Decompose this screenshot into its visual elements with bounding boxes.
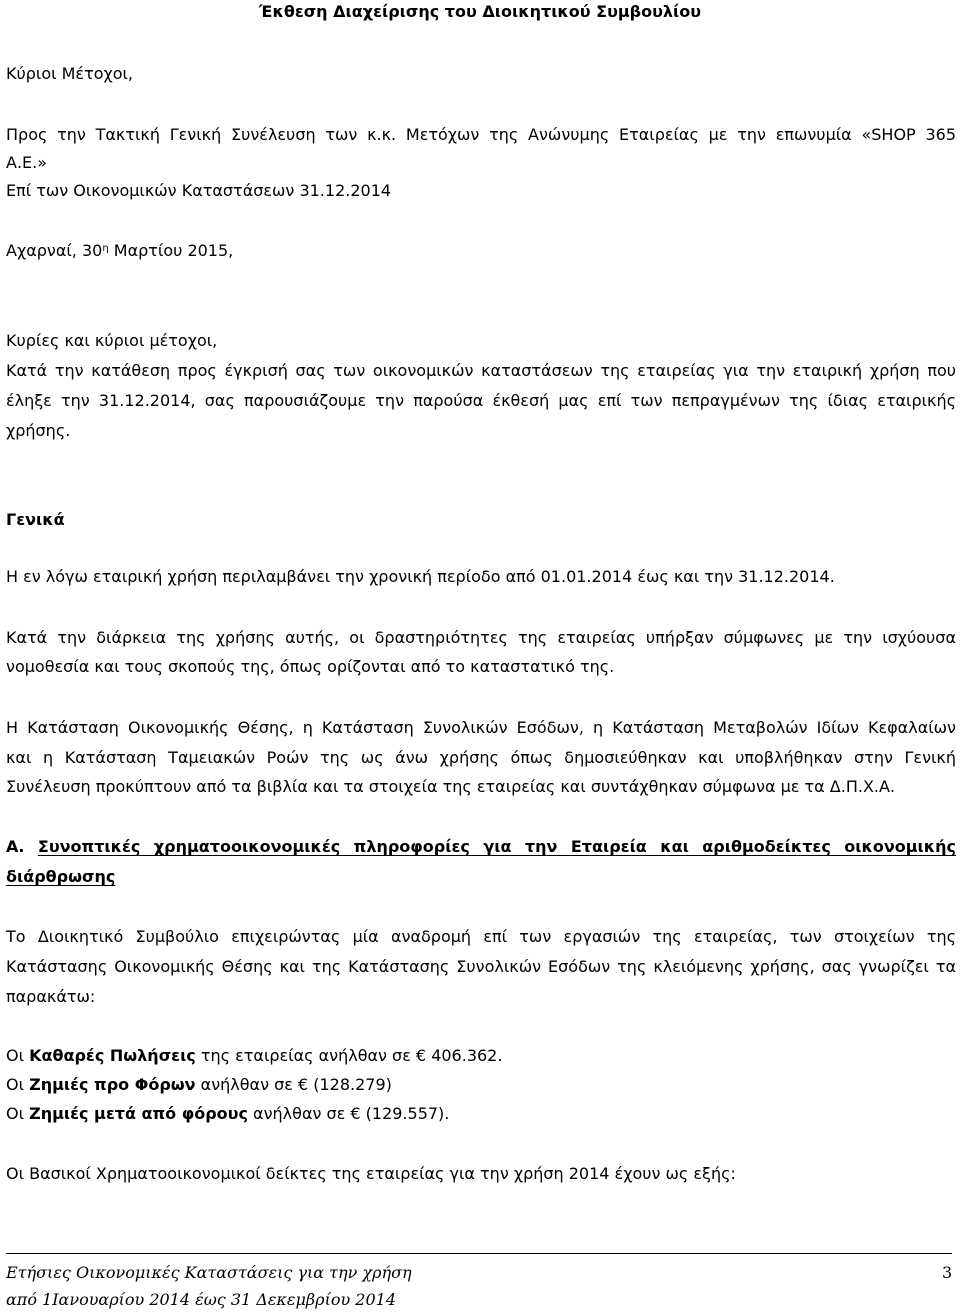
period-text: Η εν λόγω εταιρική χρήση περιλαμβάνει την χρονική περίοδο από 01.01.2014 έως και την 31.12.2014. <box>6 567 835 586</box>
ratios-intro: Οι Βασικοί Χρηματοοικονομικοί δείκτες της εταιρείας για την χρήση 2014 έχουν ως εξής: <box>6 1164 736 1183</box>
date-suffix: Μαρτίου 2015, <box>108 241 234 260</box>
net-sales-prefix: Οι <box>6 1046 30 1065</box>
footer-period: από 1Ιανουαρίου 2014 έως 31 Δεκεμβρίου 2014 <box>6 1290 396 1309</box>
section-a-title: Συνοπτικές χρηματοοικονομικές πληροφορίες για την Εταιρεία και αριθμοδείκτες οικονομικής <box>37 837 956 856</box>
intro-line-1: Κατά την κατάθεση προς έγκρισή σας των οικονομικών καταστάσεων της εταιρείας για την εταιρική χρήση που <box>6 361 956 380</box>
intro-line-2: έληξε την 31.12.2014, σας παρουσιάζουμε την παρούσα έκθεσή μας επί των πεπραγμένων της ίδιας εταιρικής <box>6 391 956 410</box>
page-number: 3 <box>942 1263 953 1282</box>
section-a-title-continuation: διάρθρωσης <box>6 867 116 886</box>
board-line-2: Κατάστασης Οικονομικής Θέσης και της Κατάστασης Συνολικών Εσόδων της κλειόμενης χρήσης, σας γνωρίζει τα <box>6 957 956 976</box>
pretax-prefix: Οι <box>6 1075 30 1094</box>
addressee-line-1: Προς την Τακτική Γενική Συνέλευση των κ.κ. Μετόχων της Ανώνυμης Εταιρείας με την επωνυμία «SHOP 365 <box>6 125 956 144</box>
board-line-1: Το Διοικητικό Συμβούλιο επιχειρώντας μία αναδρομή επί των εργασιών της εταιρείας, των στοιχείων της <box>6 927 956 946</box>
aftertax-loss-label: Ζημιές μετά από φόρους <box>29 1104 248 1123</box>
aftertax-prefix: Οι <box>6 1104 30 1123</box>
section-heading-a <box>6 837 956 857</box>
activity-line-1: Κατά την διάρκεια της χρήσης αυτής, οι δραστηριότητες της εταιρείας υπήρξαν σύμφωνες με την ισχύουσα <box>6 628 956 647</box>
date-prefix: Αχαρναί, 30 <box>6 241 103 260</box>
net-sales-line <box>6 1046 502 1066</box>
pretax-loss-label: Ζημιές προ Φόρων <box>29 1075 196 1094</box>
greeting: Κυρίες και κύριοι μέτοχοι, <box>6 331 218 350</box>
statements-reference: Επί των Οικονομικών Καταστάσεων 31.12.2014 <box>6 181 392 200</box>
statements-line-1: Η Κατάσταση Οικονομικής Θέσης, η Κατάσταση Συνολικών Εσόδων, η Κατάσταση Μεταβολών Ιδίων Κεφαλαίων <box>6 718 956 737</box>
footer-title: Ετήσιες Οικονομικές Καταστάσεις για την χρήση <box>6 1263 412 1282</box>
intro-line-3: χρήσης. <box>6 421 71 440</box>
report-title: Έκθεση Διαχείρισης του Διοικητικού Συμβουλίου <box>258 2 702 21</box>
addressee-line-2: Α.Ε.» <box>6 153 48 172</box>
date-ordinal: η <box>102 243 109 254</box>
salutation: Κύριοι Μέτοχοι, <box>6 64 134 83</box>
net-sales-value: της εταιρείας ανήλθαν σε € 406.362. <box>195 1046 503 1065</box>
board-line-3: παρακάτω: <box>6 987 96 1006</box>
pretax-loss-line <box>6 1075 392 1095</box>
place-date <box>6 241 233 261</box>
aftertax-loss-value: ανήλθαν σε € (129.557). <box>247 1104 450 1123</box>
net-sales-label: Καθαρές Πωλήσεις <box>29 1046 196 1065</box>
pretax-loss-value: ανήλθαν σε € (128.279) <box>195 1075 392 1094</box>
statements-line-2: και η Κατάσταση Ταμειακών Ροών της ως άνω χρήσης όπως δημοσιεύθηκαν και υποβλήθηκαν στην Γενική <box>6 748 956 767</box>
statements-line-3: Συνέλευση προκύπτουν από τα βιβλία και τα στοιχεία της εταιρείας και συντάχθηκαν σύμφωνα με τα Δ.Π.Χ.Α. <box>6 777 896 796</box>
aftertax-loss-line <box>6 1104 449 1124</box>
section-heading-general: Γενικά <box>6 510 65 529</box>
footer-divider <box>6 1253 952 1254</box>
activity-line-2: νομοθεσία και τους σκοπούς της, όπως ορίζονται από το καταστατικό της. <box>6 657 615 676</box>
section-a-letter: Α. <box>6 837 25 856</box>
